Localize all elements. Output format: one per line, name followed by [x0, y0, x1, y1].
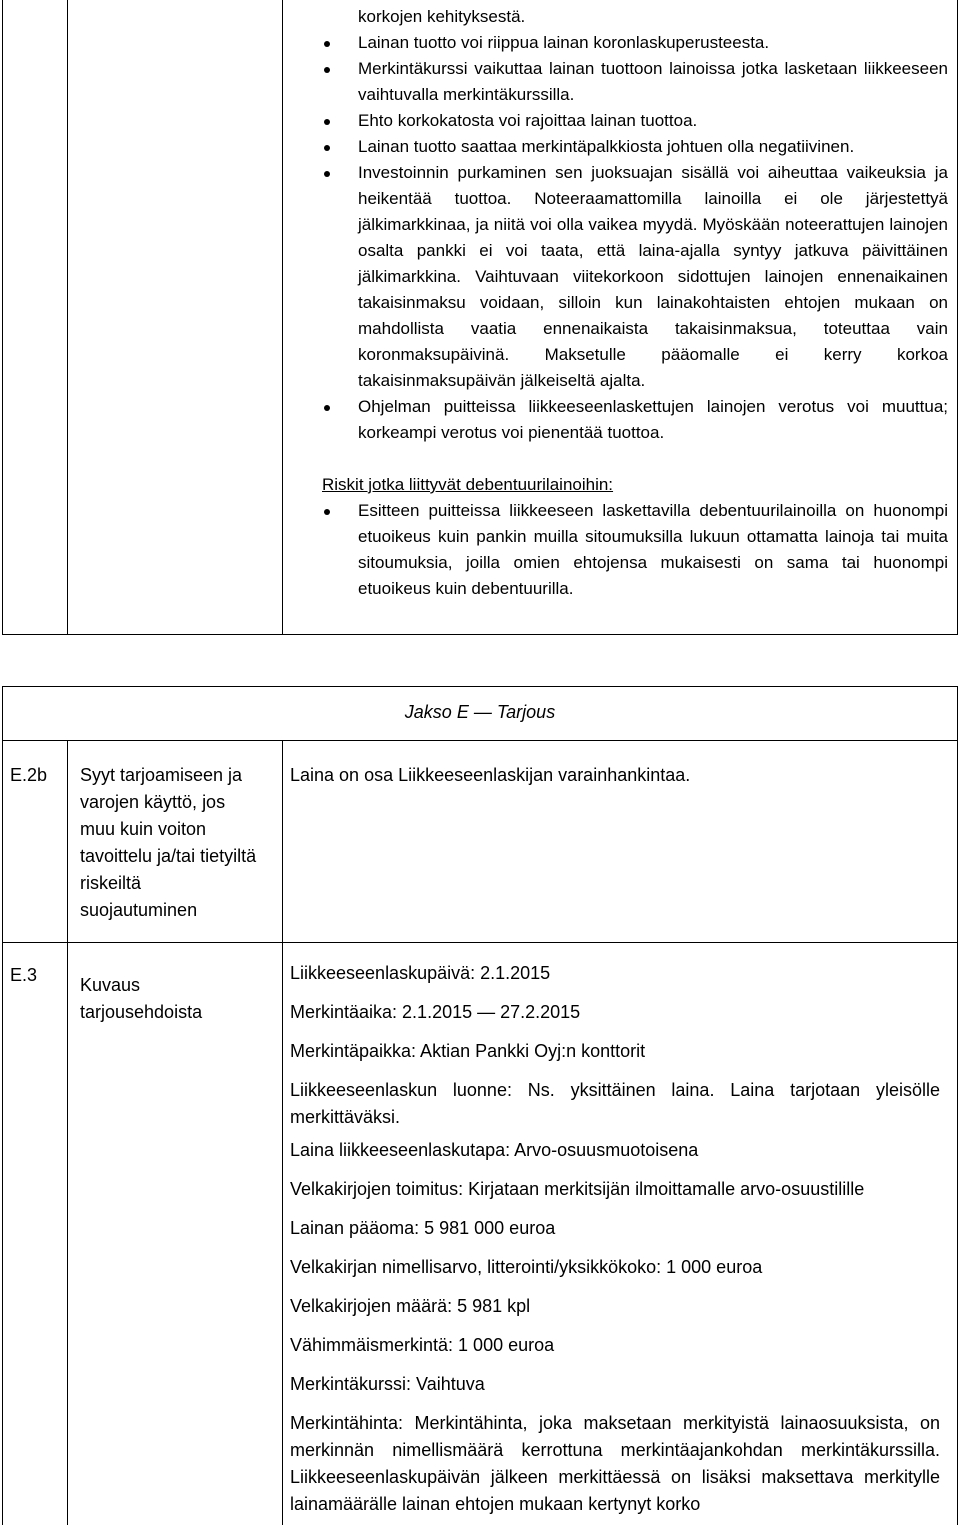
- bullet-icon: [324, 41, 330, 47]
- bullet-icon: [324, 171, 330, 177]
- list-item: Liikkeeseenlaskupäivä: 2.1.2015: [290, 963, 551, 983]
- row-label: Syyt tarjoamiseen ja varojen käyttö, jos muu kuin voiton tavoittelu ja/tai tietyiltä riskeiltä suojautuminen: [80, 765, 257, 920]
- list-item: Ohjelman puitteissa liikkeeseenlaskettujen lainojen verotus voi muuttua; korkeampi verotus voi pienentää tuottoa.: [322, 394, 948, 446]
- table1-border-left: [2, 0, 3, 635]
- list-item: Merkintähinta: Merkintähinta, joka maksetaan merkityistä lainaosuuksista, on merkinnän nimellismäärä kerrottuna merkintäajankohdan merkintäkurssilla. Liikkeeseenlaskupäivän jälkeen merkittäessä on lisäksi maksettava merkitylle lainamäärälle lainan ehtojen mukaan kertynyt korko: [290, 1413, 940, 1514]
- table2-border-col2: [282, 740, 283, 1525]
- list-item: Lainan tuotto voi riippua lainan koronlaskuperusteesta.: [322, 30, 948, 56]
- list-item: Merkintäpaikka: Aktian Pankki Oyj:n konttorit: [290, 1041, 646, 1061]
- table2-border-col1: [67, 740, 68, 1525]
- offer-terms-list: [290, 960, 940, 1530]
- debenture-risk-list: [322, 498, 948, 602]
- table2-header-bottom: [2, 740, 958, 741]
- list-item: Vähimmäismerkintä: 1 000 euroa: [290, 1335, 555, 1355]
- table2-row-divider: [2, 942, 958, 943]
- table2-border-left: [2, 686, 3, 1525]
- table1-border-col2: [282, 0, 283, 635]
- bullet-icon: [324, 145, 330, 151]
- list-item: Velkakirjan nimellisarvo, litterointi/yksikkökoko: 1 000 euroa: [290, 1257, 763, 1277]
- list-item: Esitteen puitteissa liikkeeseen laskettavilla debentuurilainoilla on huonompi etuoikeus kuin pankin muilla sitoumuksilla lukuun ottamatta lainoja tai muita sitoumuksia, joilla omien ehtojensa mukaisesti on sama tai huonompi etuoikeus kuin debentuurilla.: [322, 498, 948, 602]
- list-item: Merkintäkurssi vaikuttaa lainan tuottoon lainoissa jotka lasketaan liikkeeseen vaihtuvalla merkintäkurssilla.: [322, 56, 948, 108]
- bullet-icon: [324, 405, 330, 411]
- bullet-icon: [324, 67, 330, 73]
- section-title: Jakso E — Tarjous: [404, 702, 556, 722]
- list-item: Velkakirjojen toimitus: Kirjataan merkitsijän ilmoittamalle arvo-osuustilille: [290, 1179, 865, 1199]
- row-id: E.3: [10, 965, 38, 985]
- list-item: Merkintäkurssi: Vaihtuva: [290, 1374, 485, 1394]
- list-item: Investoinnin purkaminen sen juoksuajan sisällä voi aiheuttaa vaikeuksia ja heikentää tuottoa. Noteeraamattomilla lainoilla ei ole järjestettyä jälkimarkkinaa, ja niitä voi olla vaikea myydä. Myöskään noteerattujen lainojen osalta pankki ei voi taata, että laina-ajalla syntyy jatkuva päivittäinen jälkimarkkina. Vaihtuvaan viitekorkoon sidottujen lainojen ennenaikainen takaisinmaksu voidaan, silloin kun lainakohtaisten ehtojen mukaan on mahdollista vaatia ennenaikaista takaisinmaksua, toteuttaa vain koronmaksupäivinä. Maksetulle pääomalle ei kerry korkoa takaisinmaksupäivän jälkeiseltä ajalta.: [322, 160, 948, 394]
- list-item: Velkakirjojen määrä: 5 981 kpl: [290, 1296, 531, 1316]
- bullet-icon: [324, 509, 330, 515]
- table2-border-top: [2, 686, 958, 687]
- table1-border-right: [957, 0, 958, 635]
- continued-text: korkojen kehityksestä.: [358, 7, 526, 26]
- risk-subheading: Riskit jotka liittyvät debentuurilainoihin:: [322, 475, 614, 494]
- list-item: Laina liikkeeseenlaskutapa: Arvo-osuusmuotoisena: [290, 1140, 699, 1160]
- list-item: Lainan tuotto saattaa merkintäpalkkiosta johtuen olla negatiivinen.: [322, 134, 948, 160]
- table1-border-bottom: [2, 634, 958, 635]
- row-id: E.2b: [10, 765, 48, 785]
- table2-border-right: [957, 686, 958, 1525]
- list-item: Lainan pääoma: 5 981 000 euroa: [290, 1218, 556, 1238]
- row-content: Laina on osa Liikkeeseenlaskijan varainhankintaa.: [290, 765, 691, 785]
- table1-border-col1: [67, 0, 68, 635]
- row-label: Kuvaus tarjousehdoista: [80, 975, 203, 1022]
- risk-bullet-list: [322, 30, 948, 446]
- list-item: Merkintäaika: 2.1.2015 — 27.2.2015: [290, 1002, 581, 1022]
- bullet-icon: [324, 119, 330, 125]
- list-item: Ehto korkokatosta voi rajoittaa lainan tuottoa.: [322, 108, 948, 134]
- list-item: Liikkeeseenlaskun luonne: Ns. yksittäinen laina. Laina tarjotaan yleisölle merkittäväksi.: [290, 1080, 940, 1127]
- risk-description-cell: [322, 4, 948, 602]
